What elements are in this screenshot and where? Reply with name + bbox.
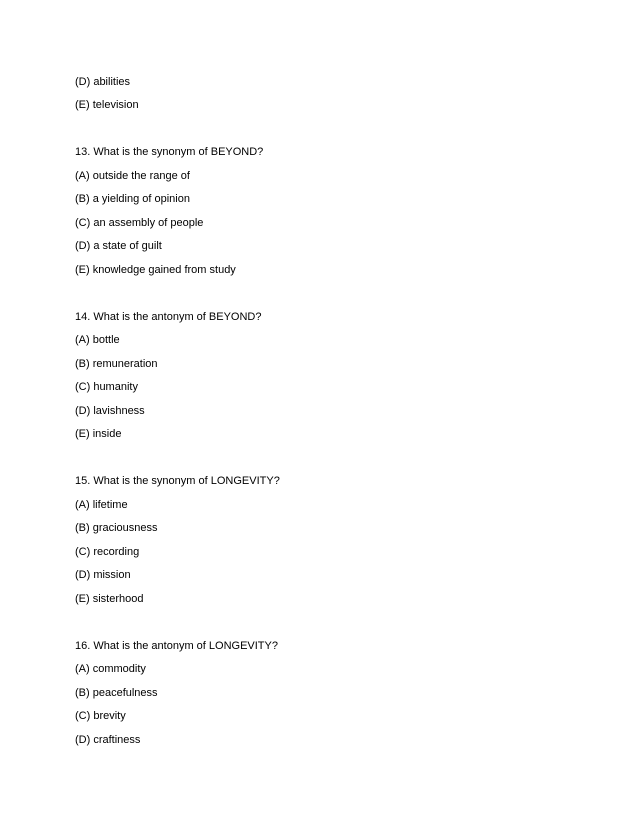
q14-option-c: (C) humanity bbox=[75, 381, 138, 393]
q16-option-a: (A) commodity bbox=[75, 663, 146, 675]
q14-option-b: (B) remuneration bbox=[75, 358, 158, 370]
q13-option-a: (A) outside the range of bbox=[75, 170, 190, 182]
question-15: 15. What is the synonym of LONGEVITY? bbox=[75, 475, 280, 487]
q14-option-a: (A) bottle bbox=[75, 334, 120, 346]
question-13: 13. What is the synonym of BEYOND? bbox=[75, 146, 264, 158]
q13-option-d: (D) a state of guilt bbox=[75, 240, 162, 252]
q15-option-c: (C) recording bbox=[75, 546, 140, 558]
option-d-abilities: (D) abilities bbox=[75, 76, 131, 88]
q14-option-e: (E) inside bbox=[75, 428, 122, 440]
q16-option-b: (B) peacefulness bbox=[75, 687, 158, 699]
q16-option-d: (D) craftiness bbox=[75, 734, 141, 746]
q15-option-b: (B) graciousness bbox=[75, 522, 158, 534]
option-e-television: (E) television bbox=[75, 99, 139, 111]
q14-option-d: (D) lavishness bbox=[75, 405, 145, 417]
question-14: 14. What is the antonym of BEYOND? bbox=[75, 311, 262, 323]
q16-option-c: (C) brevity bbox=[75, 710, 126, 722]
q13-option-c: (C) an assembly of people bbox=[75, 217, 204, 229]
q13-option-e: (E) knowledge gained from study bbox=[75, 264, 236, 276]
q15-option-a: (A) lifetime bbox=[75, 499, 128, 511]
q13-option-b: (B) a yielding of opinion bbox=[75, 193, 190, 205]
q15-option-e: (E) sisterhood bbox=[75, 593, 144, 605]
q15-option-d: (D) mission bbox=[75, 569, 131, 581]
question-16: 16. What is the antonym of LONGEVITY? bbox=[75, 640, 278, 652]
